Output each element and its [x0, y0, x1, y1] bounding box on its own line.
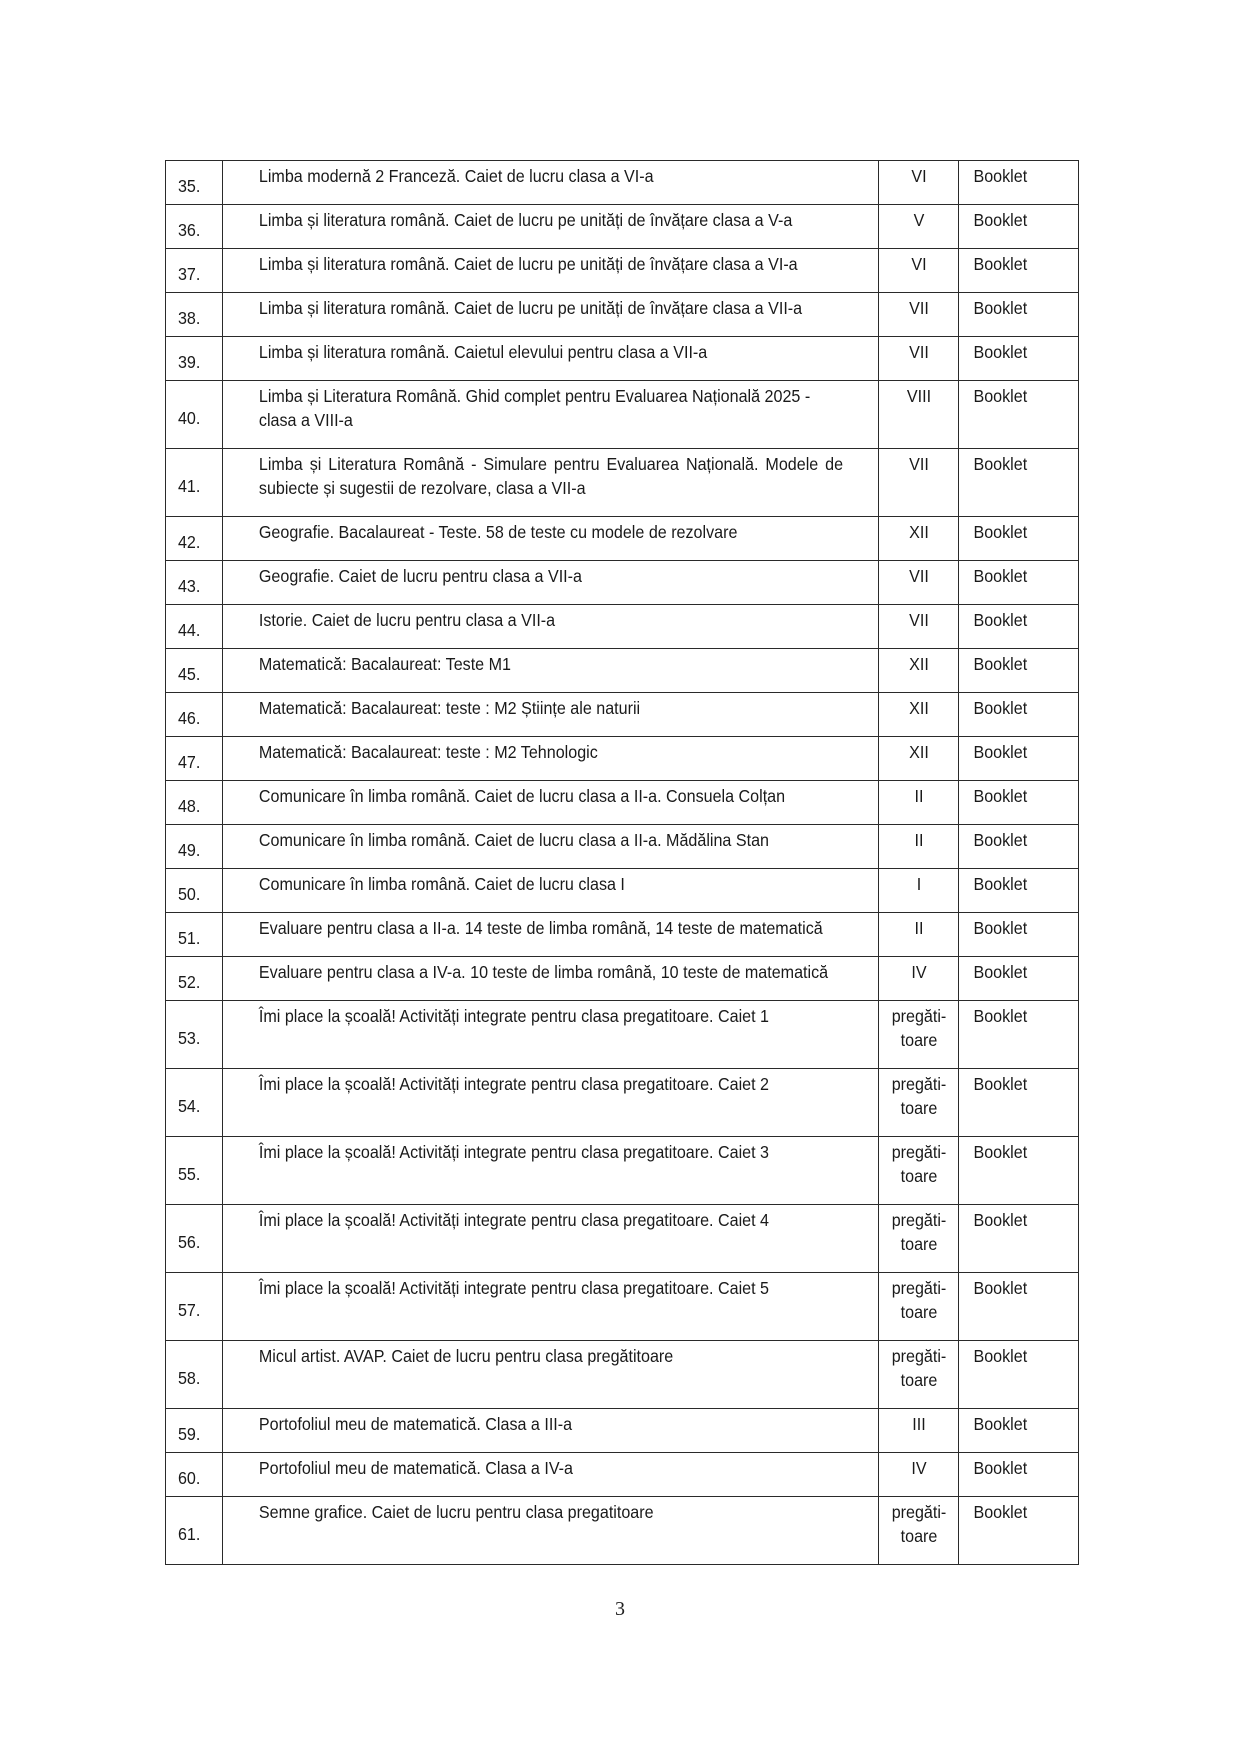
row-title: Portofoliul meu de matematică. Clasa a III-a — [249, 1409, 853, 1453]
row-number: 60. — [168, 1453, 220, 1497]
books-table-body — [166, 161, 1079, 1565]
row-number: 36. — [168, 205, 220, 249]
row-grade: XII — [882, 737, 956, 781]
row-number: 39. — [168, 337, 220, 381]
table-row — [166, 249, 1079, 293]
row-title: Limba și literatura română. Caiet de lucru pe unități de învățare clasa a V-a — [249, 205, 853, 249]
row-type: Booklet — [963, 249, 1073, 293]
table-row — [166, 869, 1079, 913]
table-row — [166, 561, 1079, 605]
row-title: Îmi place la școală! Activități integrate pentru clasa pregatitoare. Caiet 5 — [249, 1273, 853, 1341]
row-grade: VII — [882, 449, 956, 517]
row-number: 37. — [168, 249, 220, 293]
row-number: 50. — [168, 869, 220, 913]
row-title: Limba și literatura română. Caiet de lucru pe unități de învățare clasa a VI-a — [249, 249, 853, 293]
row-number: 58. — [168, 1341, 220, 1409]
row-title: Limba modernă 2 Franceză. Caiet de lucru clasa a VI-a — [249, 161, 853, 205]
row-number: 56. — [168, 1205, 220, 1273]
row-type: Booklet — [963, 1205, 1073, 1273]
table-row — [166, 517, 1079, 561]
row-type: Booklet — [963, 825, 1073, 869]
row-title: Limba și Literatura Română - Simulare pentru Evaluarea Națională. Modele de subiecte și sugestii de rezolvare, clasa a VII-a — [249, 449, 853, 517]
row-type: Booklet — [963, 1137, 1073, 1205]
row-title: Evaluare pentru clasa a IV-a. 10 teste de limba română, 10 teste de matematică — [249, 957, 853, 1001]
row-grade: XII — [882, 517, 956, 561]
row-type: Booklet — [963, 293, 1073, 337]
row-number: 61. — [168, 1497, 220, 1565]
row-grade: III — [882, 1409, 956, 1453]
row-grade: V — [882, 205, 956, 249]
books-table — [165, 160, 1079, 1565]
row-grade: pregăti- toare — [882, 1137, 956, 1205]
row-grade: IV — [882, 957, 956, 1001]
row-number: 53. — [168, 1001, 220, 1069]
row-type: Booklet — [963, 737, 1073, 781]
row-grade: pregăti- toare — [882, 1273, 956, 1341]
table-row — [166, 205, 1079, 249]
page-number: 3 — [615, 1598, 625, 1620]
row-grade: pregăti- toare — [882, 1341, 956, 1409]
table-row — [166, 449, 1079, 517]
row-type: Booklet — [963, 1497, 1073, 1565]
row-type: Booklet — [963, 381, 1073, 449]
row-type: Booklet — [963, 337, 1073, 381]
row-title: Micul artist. AVAP. Caiet de lucru pentru clasa pregătitoare — [249, 1341, 853, 1409]
table-row — [166, 957, 1079, 1001]
row-title: Îmi place la școală! Activități integrate pentru clasa pregatitoare. Caiet 4 — [249, 1205, 853, 1273]
row-grade: VII — [882, 293, 956, 337]
row-number: 45. — [168, 649, 220, 693]
row-title: Matematică: Bacalaureat: teste : M2 Tehnologic — [249, 737, 853, 781]
table-row — [166, 1409, 1079, 1453]
table-row — [166, 605, 1079, 649]
row-type: Booklet — [963, 869, 1073, 913]
table-row — [166, 1137, 1079, 1205]
row-title: Geografie. Caiet de lucru pentru clasa a VII-a — [249, 561, 853, 605]
row-number: 35. — [168, 161, 220, 205]
row-title: Comunicare în limba română. Caiet de lucru clasa a II-a. Mădălina Stan — [249, 825, 853, 869]
row-number: 59. — [168, 1409, 220, 1453]
row-grade: II — [882, 825, 956, 869]
row-grade: pregăti- toare — [882, 1001, 956, 1069]
row-title: Limba și literatura română. Caiet de lucru pe unități de învățare clasa a VII-a — [249, 293, 853, 337]
row-type: Booklet — [963, 561, 1073, 605]
row-type: Booklet — [963, 1453, 1073, 1497]
row-number: 41. — [168, 449, 220, 517]
table-row — [166, 825, 1079, 869]
row-number: 46. — [168, 693, 220, 737]
row-number: 57. — [168, 1273, 220, 1341]
row-number: 38. — [168, 293, 220, 337]
row-number: 52. — [168, 957, 220, 1001]
row-type: Booklet — [963, 1273, 1073, 1341]
row-title: Evaluare pentru clasa a II-a. 14 teste de limba română, 14 teste de matematică — [249, 913, 853, 957]
row-type: Booklet — [963, 205, 1073, 249]
row-title: Comunicare în limba română. Caiet de lucru clasa I — [249, 869, 853, 913]
row-type: Booklet — [963, 693, 1073, 737]
row-number: 54. — [168, 1069, 220, 1137]
document-sheet — [165, 160, 1078, 1565]
row-type: Booklet — [963, 649, 1073, 693]
row-type: Booklet — [963, 1069, 1073, 1137]
row-title: Matematică: Bacalaureat: Teste M1 — [249, 649, 853, 693]
row-title: Matematică: Bacalaureat: teste : M2 Științe ale naturii — [249, 693, 853, 737]
row-type: Booklet — [963, 781, 1073, 825]
table-row — [166, 1001, 1079, 1069]
table-row — [166, 737, 1079, 781]
row-grade: XII — [882, 693, 956, 737]
row-grade: I — [882, 869, 956, 913]
row-number: 51. — [168, 913, 220, 957]
row-grade: XII — [882, 649, 956, 693]
row-number: 42. — [168, 517, 220, 561]
row-title: Îmi place la școală! Activități integrate pentru clasa pregatitoare. Caiet 2 — [249, 1069, 853, 1137]
table-row — [166, 649, 1079, 693]
table-row — [166, 1341, 1079, 1409]
row-type: Booklet — [963, 449, 1073, 517]
table-row — [166, 1497, 1079, 1565]
table-row — [166, 781, 1079, 825]
row-title: Limba și literatura română. Caietul elevului pentru clasa a VII-a — [249, 337, 853, 381]
row-grade: pregăti- toare — [882, 1205, 956, 1273]
row-title: Comunicare în limba română. Caiet de lucru clasa a II-a. Consuela Colțan — [249, 781, 853, 825]
row-grade: VI — [882, 161, 956, 205]
row-type: Booklet — [963, 517, 1073, 561]
row-number: 49. — [168, 825, 220, 869]
table-row — [166, 913, 1079, 957]
row-number: 55. — [168, 1137, 220, 1205]
table-row — [166, 1273, 1079, 1341]
row-title: Îmi place la școală! Activități integrate pentru clasa pregatitoare. Caiet 3 — [249, 1137, 853, 1205]
row-number: 40. — [168, 381, 220, 449]
row-grade: II — [882, 781, 956, 825]
row-number: 44. — [168, 605, 220, 649]
table-row — [166, 161, 1079, 205]
row-number: 48. — [168, 781, 220, 825]
row-title: Semne grafice. Caiet de lucru pentru clasa pregatitoare — [249, 1497, 853, 1565]
row-type: Booklet — [963, 1409, 1073, 1453]
table-row — [166, 1205, 1079, 1273]
row-grade: VII — [882, 605, 956, 649]
table-row — [166, 293, 1079, 337]
row-grade: pregăti- toare — [882, 1497, 956, 1565]
row-grade: VII — [882, 337, 956, 381]
row-number: 43. — [168, 561, 220, 605]
row-type: Booklet — [963, 161, 1073, 205]
row-title: Limba și Literatura Română. Ghid complet pentru Evaluarea Națională 2025 - clasa a VIII-a — [249, 381, 853, 449]
row-grade: VI — [882, 249, 956, 293]
row-type: Booklet — [963, 913, 1073, 957]
row-grade: IV — [882, 1453, 956, 1497]
table-row — [166, 693, 1079, 737]
table-row — [166, 337, 1079, 381]
row-type: Booklet — [963, 605, 1073, 649]
row-grade: pregăti- toare — [882, 1069, 956, 1137]
row-type: Booklet — [963, 957, 1073, 1001]
row-title: Geografie. Bacalaureat - Teste. 58 de teste cu modele de rezolvare — [249, 517, 853, 561]
table-row — [166, 1069, 1079, 1137]
row-grade: VII — [882, 561, 956, 605]
row-grade: II — [882, 913, 956, 957]
row-number: 47. — [168, 737, 220, 781]
row-type: Booklet — [963, 1001, 1073, 1069]
row-grade: VIII — [882, 381, 956, 449]
table-row — [166, 381, 1079, 449]
table-row — [166, 1453, 1079, 1497]
row-type: Booklet — [963, 1341, 1073, 1409]
row-title: Îmi place la școală! Activități integrate pentru clasa pregatitoare. Caiet 1 — [249, 1001, 853, 1069]
row-title: Istorie. Caiet de lucru pentru clasa a VII-a — [249, 605, 853, 649]
row-title: Portofoliul meu de matematică. Clasa a IV-a — [249, 1453, 853, 1497]
